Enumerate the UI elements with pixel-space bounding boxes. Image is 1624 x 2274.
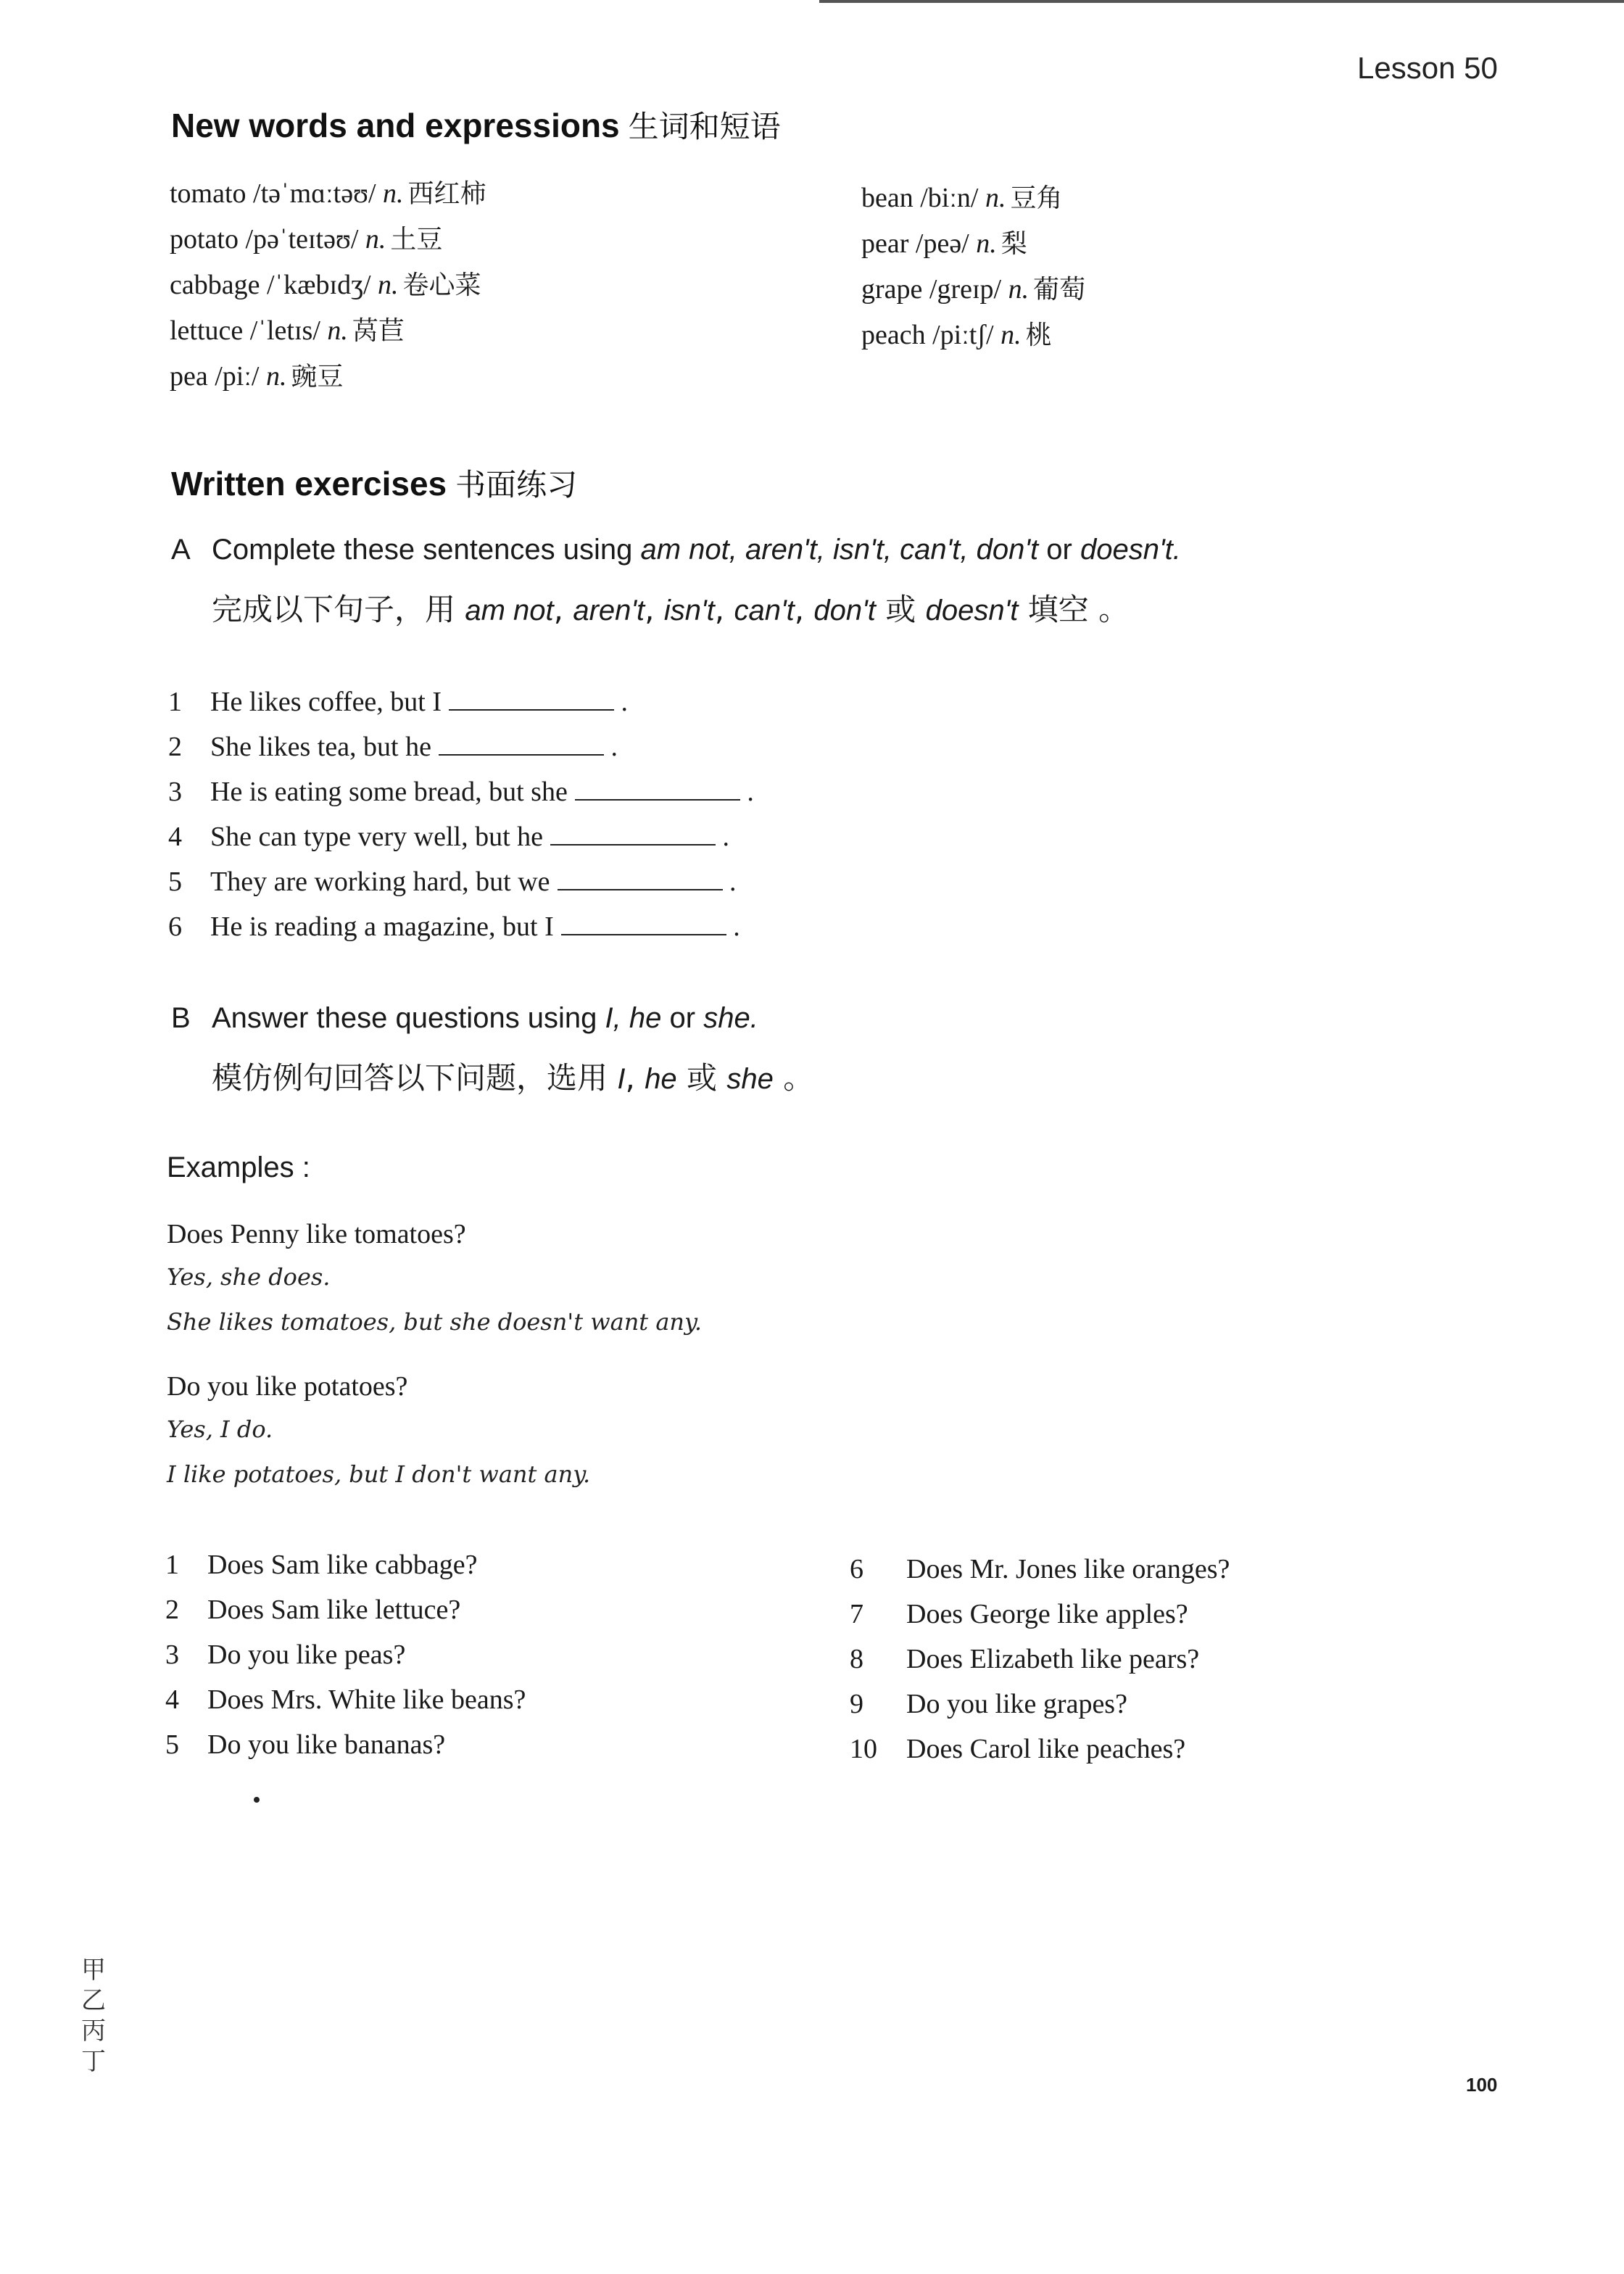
vocab-zh: 葡萄	[1033, 275, 1086, 305]
item-number: 10	[850, 1734, 877, 1764]
answer-blank[interactable]	[575, 774, 740, 801]
item-text: He likes coffee, but I	[210, 687, 442, 717]
new-words-heading	[171, 103, 781, 146]
vocab-entry	[170, 217, 486, 262]
list-item: 5 They are working hard, but we .	[168, 864, 754, 909]
stamp-char: 乙	[81, 1986, 106, 2015]
vocab-phonetic: /peə/	[915, 228, 969, 259]
vocab-zh: 桃	[1025, 321, 1052, 350]
vocab-pos: n.	[265, 361, 287, 392]
exercise-b-instruction	[171, 1002, 758, 1035]
vocab-phonetic: /piːtʃ/	[932, 320, 994, 350]
vocab-pos: n.	[1008, 274, 1030, 305]
written-exercises-heading	[171, 461, 577, 505]
item-text: Does Mr. Jones like oranges?	[906, 1554, 1230, 1584]
list-item	[850, 1733, 1230, 1778]
stamp-char: 丁	[81, 2047, 106, 2076]
conjunction-zh: 或	[885, 592, 916, 627]
item-text: Does Mrs. White like beans?	[207, 1684, 526, 1715]
new-words-title: New words and expressions	[171, 107, 620, 144]
item-text: Do you like peas?	[207, 1640, 406, 1670]
item-number: 4	[165, 1684, 179, 1715]
answer-blank[interactable]	[561, 909, 726, 935]
vocab-zh: 西红柿	[407, 179, 486, 209]
item-number: 5	[165, 1729, 179, 1760]
vocab-zh: 莴苣	[352, 316, 405, 346]
keyword: don't	[976, 534, 1039, 566]
keyword: she	[726, 1063, 774, 1095]
keyword: isn't	[663, 595, 715, 627]
keyword: can't	[734, 595, 795, 627]
item-text: Does Sam like cabbage?	[207, 1550, 478, 1580]
list-item: 6 He is reading a magazine, but I .	[168, 909, 754, 954]
list-item	[165, 1729, 526, 1774]
exercise-a-instruction	[171, 534, 1181, 566]
item-number: 3	[168, 777, 182, 807]
instruction-suffix-zh: 填空	[1027, 592, 1089, 627]
vocab-pos: n.	[985, 183, 1006, 213]
example-question: Does Penny like tomatoes?	[167, 1219, 466, 1249]
vocab-phonetic: /piː/	[215, 361, 260, 392]
vocab-pos: n.	[976, 228, 997, 259]
item-text: She likes tea, but he	[210, 732, 431, 762]
stamp-char: 丙	[81, 2017, 106, 2046]
vocab-phonetic: /pəˈteɪtəʊ/	[245, 224, 359, 255]
keyword: aren't	[573, 595, 645, 627]
vocab-zh: 豆角	[1010, 183, 1063, 213]
item-number: 1	[165, 1550, 179, 1580]
vocab-pos: n.	[327, 315, 348, 346]
vocab-phonetic: /greɪp/	[929, 274, 1002, 305]
item-number: 7	[850, 1599, 863, 1629]
answer-blank[interactable]	[558, 864, 723, 890]
answer-blank[interactable]	[439, 729, 604, 756]
list-item	[850, 1598, 1230, 1643]
item-text: He is eating some bread, but she	[210, 777, 568, 807]
vocab-zh: 卷心菜	[402, 270, 481, 300]
list-item: 4 She can type very well, but he .	[168, 819, 754, 864]
examples-label: Examples :	[167, 1152, 310, 1183]
conjunction: or	[661, 1002, 704, 1034]
item-number: 4	[168, 822, 182, 852]
vocab-entry	[170, 171, 486, 217]
instruction-text-zh: 完成以下句子，用	[212, 592, 465, 627]
vocab-pos: n.	[378, 270, 399, 300]
margin-stamp	[81, 1955, 110, 2077]
exercise-a-list	[168, 685, 754, 954]
item-number: 1	[168, 687, 182, 717]
example-question: Do you like potatoes?	[167, 1371, 408, 1402]
stray-dot	[254, 1797, 260, 1803]
written-exercises-title: Written exercises	[171, 465, 447, 503]
item-text: They are working hard, but we	[210, 867, 550, 897]
exercise-a-letter: A	[171, 534, 191, 566]
item-text: She can type very well, but he	[210, 822, 544, 852]
list-item	[850, 1643, 1230, 1688]
vocab-entry	[861, 313, 1085, 358]
vocab-entry	[861, 175, 1085, 221]
answer-blank[interactable]	[449, 685, 614, 711]
vocab-word: grape	[861, 274, 923, 305]
vocab-right-column	[861, 175, 1085, 358]
list-item	[850, 1553, 1230, 1598]
vocab-left-column	[170, 171, 486, 400]
keyword: he	[629, 1002, 662, 1034]
vocab-word: pea	[170, 361, 208, 392]
item-number: 5	[168, 867, 182, 897]
keyword: she.	[703, 1002, 758, 1034]
keyword: I,	[605, 1002, 621, 1034]
keyword: doesn't	[925, 595, 1019, 627]
instruction-text: Answer these questions using	[212, 1002, 605, 1034]
example-answer-long: I like potatoes, but I don't want any.	[167, 1460, 591, 1488]
new-words-title-zh: 生词和短语	[628, 109, 781, 144]
example-answer-short: Yes, she does.	[167, 1263, 331, 1291]
vocab-word: bean	[861, 183, 914, 213]
list-item	[165, 1684, 526, 1729]
item-number: 6	[850, 1554, 863, 1584]
exercise-b-list-left	[165, 1549, 526, 1774]
item-number: 3	[165, 1640, 179, 1670]
vocab-word: potato	[170, 224, 239, 255]
item-text: Does Carol like peaches?	[906, 1734, 1186, 1764]
item-text: Does Elizabeth like pears?	[906, 1644, 1200, 1674]
keyword: isn't,	[833, 534, 892, 566]
item-text: Do you like bananas?	[207, 1729, 446, 1760]
keyword: aren't,	[745, 534, 825, 566]
item-number: 9	[850, 1689, 863, 1719]
vocab-word: peach	[861, 320, 926, 350]
vocab-entry	[170, 262, 486, 308]
list-item	[165, 1594, 526, 1639]
vocab-zh: 豌豆	[291, 362, 344, 392]
example-answer-long: She likes tomatoes, but she doesn't want any.	[167, 1308, 703, 1336]
exercise-b-list-right	[850, 1553, 1230, 1778]
vocab-zh: 梨	[1000, 229, 1027, 259]
vocab-word: cabbage	[170, 270, 260, 300]
vocab-word: tomato	[170, 178, 246, 209]
keyword: doesn't.	[1080, 534, 1181, 566]
item-number: 6	[168, 911, 182, 942]
conjunction-zh: 或	[687, 1060, 718, 1096]
item-text: Do you like grapes?	[906, 1689, 1127, 1719]
answer-blank[interactable]	[550, 819, 716, 845]
item-text: Does George like apples?	[906, 1599, 1188, 1629]
item-number: 2	[165, 1595, 179, 1625]
item-number: 8	[850, 1644, 863, 1674]
keyword: I	[617, 1063, 626, 1095]
vocab-pos: n.	[1000, 320, 1022, 350]
list-item: 1 He likes coffee, but I .	[168, 685, 754, 729]
vocab-phonetic: /ˈletɪs/	[249, 315, 320, 346]
keyword: he	[645, 1063, 677, 1095]
list-item: 3 He is eating some bread, but she .	[168, 774, 754, 819]
keyword: don't	[813, 595, 876, 627]
exercise-a-instruction-zh: 完成以下句子，用 am not, aren't, isn't, can't, don't 或 doesn't 填空 。	[212, 592, 1130, 627]
vocab-entry	[861, 221, 1085, 267]
list-item	[850, 1688, 1230, 1733]
list-item	[165, 1639, 526, 1684]
vocab-phonetic: /təˈmɑːtəʊ/	[253, 178, 376, 209]
written-exercises-title-zh: 书面练习	[455, 467, 578, 503]
top-rule	[819, 0, 1624, 3]
vocab-word: pear	[861, 228, 909, 259]
conjunction: or	[1038, 534, 1080, 566]
vocab-word: lettuce	[170, 315, 244, 346]
vocab-pos: n.	[365, 224, 386, 255]
list-item	[165, 1549, 526, 1594]
instruction-text-zh: 模仿例句回答以下问题，选用	[212, 1060, 618, 1096]
keyword: am not	[465, 595, 554, 627]
example-answer-short: Yes, I do.	[167, 1415, 273, 1443]
vocab-entry	[861, 267, 1085, 313]
instruction-text: Complete these sentences using	[212, 534, 641, 566]
vocab-phonetic: /biːn/	[920, 183, 979, 213]
vocab-phonetic: /ˈkæbɪdʒ/	[266, 270, 371, 300]
item-number: 2	[168, 732, 182, 762]
stamp-char: 甲	[81, 1956, 106, 1985]
vocab-pos: n.	[383, 178, 404, 209]
keyword: can't,	[900, 534, 969, 566]
item-text: Does Sam like lettuce?	[207, 1595, 461, 1625]
vocab-entry	[170, 308, 486, 354]
lesson-label: Lesson 50	[1357, 51, 1498, 85]
list-item: 2 She likes tea, but he .	[168, 729, 754, 774]
item-text: He is reading a magazine, but I	[210, 911, 554, 942]
vocab-entry	[170, 354, 486, 400]
exercise-b-letter: B	[171, 1002, 191, 1034]
vocab-zh: 土豆	[390, 225, 443, 255]
page-number: 100	[1466, 2074, 1498, 2096]
keyword: am not,	[640, 534, 737, 566]
exercise-b-instruction-zh: 模仿例句回答以下问题，选用 I, he 或 she 。	[212, 1060, 814, 1096]
